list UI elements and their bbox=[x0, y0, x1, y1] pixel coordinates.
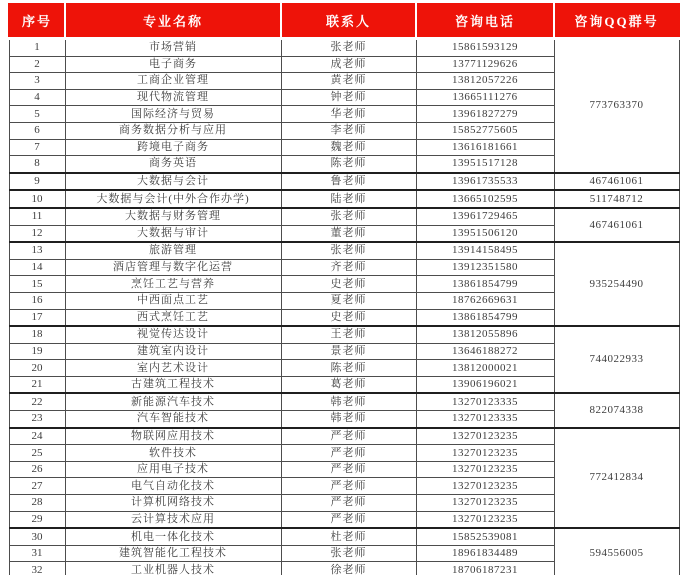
cell-contact: 李老师 bbox=[281, 122, 416, 139]
header-phone: 咨询电话 bbox=[416, 4, 554, 39]
cell-phone: 13616181661 bbox=[416, 139, 554, 156]
cell-contact: 魏老师 bbox=[281, 139, 416, 156]
cell-qq-group: 822074338 bbox=[554, 393, 679, 427]
cell-contact: 陆老师 bbox=[281, 190, 416, 208]
cell-contact: 华老师 bbox=[281, 106, 416, 123]
header-contact: 联系人 bbox=[281, 4, 416, 39]
cell-phone: 13912351580 bbox=[416, 259, 554, 276]
cell-contact: 严老师 bbox=[281, 445, 416, 462]
cell-phone: 13861854799 bbox=[416, 276, 554, 293]
cell-contact: 严老师 bbox=[281, 428, 416, 445]
cell-contact: 王老师 bbox=[281, 326, 416, 343]
cell-no: 11 bbox=[9, 208, 65, 225]
cell-major: 西式烹饪工艺 bbox=[65, 309, 281, 326]
cell-phone: 13951506120 bbox=[416, 225, 554, 242]
cell-contact: 成老师 bbox=[281, 56, 416, 73]
cell-no: 25 bbox=[9, 445, 65, 462]
cell-no: 6 bbox=[9, 122, 65, 139]
table-row bbox=[9, 326, 679, 343]
cell-phone: 13270123235 bbox=[416, 495, 554, 512]
cell-phone: 13270123235 bbox=[416, 511, 554, 528]
cell-contact: 严老师 bbox=[281, 478, 416, 495]
cell-major: 市场营销 bbox=[65, 39, 281, 57]
cell-contact: 张老师 bbox=[281, 39, 416, 57]
cell-contact: 严老师 bbox=[281, 461, 416, 478]
cell-phone: 13812055896 bbox=[416, 326, 554, 343]
cell-phone: 13961827279 bbox=[416, 106, 554, 123]
cell-no: 4 bbox=[9, 89, 65, 106]
cell-phone: 13270123335 bbox=[416, 393, 554, 410]
cell-phone: 15852539081 bbox=[416, 528, 554, 545]
cell-major: 工业机器人技术 bbox=[65, 562, 281, 575]
cell-major: 工商企业管理 bbox=[65, 73, 281, 90]
cell-phone: 13270123235 bbox=[416, 461, 554, 478]
cell-phone: 13270123235 bbox=[416, 428, 554, 445]
cell-no: 29 bbox=[9, 511, 65, 528]
cell-phone: 13771129626 bbox=[416, 56, 554, 73]
cell-phone: 13961729465 bbox=[416, 208, 554, 225]
cell-no: 15 bbox=[9, 276, 65, 293]
cell-contact: 张老师 bbox=[281, 242, 416, 259]
cell-phone: 18961834489 bbox=[416, 545, 554, 562]
cell-phone: 13906196021 bbox=[416, 376, 554, 393]
cell-contact: 陈老师 bbox=[281, 360, 416, 377]
table-row bbox=[9, 242, 679, 259]
header-major: 专业名称 bbox=[65, 4, 281, 39]
cell-no: 8 bbox=[9, 156, 65, 173]
cell-qq-group: 467461061 bbox=[554, 208, 679, 242]
cell-no: 19 bbox=[9, 343, 65, 360]
cell-major: 应用电子技术 bbox=[65, 461, 281, 478]
cell-major: 室内艺术设计 bbox=[65, 360, 281, 377]
cell-major: 商务数据分析与应用 bbox=[65, 122, 281, 139]
cell-contact: 夏老师 bbox=[281, 292, 416, 309]
cell-no: 1 bbox=[9, 39, 65, 57]
cell-contact: 严老师 bbox=[281, 495, 416, 512]
cell-no: 28 bbox=[9, 495, 65, 512]
cell-major: 建筑室内设计 bbox=[65, 343, 281, 360]
cell-contact: 韩老师 bbox=[281, 411, 416, 428]
table-header bbox=[9, 4, 679, 39]
cell-phone: 13270123235 bbox=[416, 445, 554, 462]
cell-contact: 杜老师 bbox=[281, 528, 416, 545]
cell-major: 物联网应用技术 bbox=[65, 428, 281, 445]
cell-contact: 钟老师 bbox=[281, 89, 416, 106]
cell-contact: 张老师 bbox=[281, 208, 416, 225]
cell-major: 大数据与审计 bbox=[65, 225, 281, 242]
cell-no: 20 bbox=[9, 360, 65, 377]
cell-contact: 董老师 bbox=[281, 225, 416, 242]
cell-contact: 严老师 bbox=[281, 511, 416, 528]
cell-phone: 13861854799 bbox=[416, 309, 554, 326]
cell-major: 旅游管理 bbox=[65, 242, 281, 259]
cell-major: 软件技术 bbox=[65, 445, 281, 462]
cell-contact: 景老师 bbox=[281, 343, 416, 360]
cell-contact: 张老师 bbox=[281, 545, 416, 562]
cell-no: 31 bbox=[9, 545, 65, 562]
cell-no: 13 bbox=[9, 242, 65, 259]
cell-no: 26 bbox=[9, 461, 65, 478]
cell-major: 商务英语 bbox=[65, 156, 281, 173]
cell-no: 17 bbox=[9, 309, 65, 326]
cell-major: 汽车智能技术 bbox=[65, 411, 281, 428]
cell-no: 5 bbox=[9, 106, 65, 123]
table-row bbox=[9, 190, 679, 208]
cell-major: 新能源汽车技术 bbox=[65, 393, 281, 410]
cell-phone: 18762669631 bbox=[416, 292, 554, 309]
cell-no: 18 bbox=[9, 326, 65, 343]
header-row bbox=[9, 4, 679, 39]
cell-major: 大数据与会计 bbox=[65, 173, 281, 191]
cell-no: 14 bbox=[9, 259, 65, 276]
cell-major: 云计算技术应用 bbox=[65, 511, 281, 528]
cell-major: 电气自动化技术 bbox=[65, 478, 281, 495]
cell-phone: 13961735533 bbox=[416, 173, 554, 191]
header-qq-group: 咨询QQ群号 bbox=[554, 4, 679, 39]
cell-no: 12 bbox=[9, 225, 65, 242]
cell-phone: 13646188272 bbox=[416, 343, 554, 360]
cell-major: 酒店管理与数字化运营 bbox=[65, 259, 281, 276]
cell-phone: 13665102595 bbox=[416, 190, 554, 208]
cell-qq-group: 511748712 bbox=[554, 190, 679, 208]
cell-phone: 13665111276 bbox=[416, 89, 554, 106]
cell-major: 计算机网络技术 bbox=[65, 495, 281, 512]
cell-major: 电子商务 bbox=[65, 56, 281, 73]
cell-contact: 齐老师 bbox=[281, 259, 416, 276]
cell-phone: 18706187231 bbox=[416, 562, 554, 575]
cell-qq-group: 773763370 bbox=[554, 39, 679, 173]
cell-major: 跨境电子商务 bbox=[65, 139, 281, 156]
cell-phone: 13270123235 bbox=[416, 478, 554, 495]
cell-phone: 13270123335 bbox=[416, 411, 554, 428]
table-row bbox=[9, 208, 679, 225]
cell-no: 2 bbox=[9, 56, 65, 73]
cell-no: 24 bbox=[9, 428, 65, 445]
header-no: 序号 bbox=[9, 4, 65, 39]
cell-no: 7 bbox=[9, 139, 65, 156]
cell-contact: 陈老师 bbox=[281, 156, 416, 173]
cell-contact: 史老师 bbox=[281, 309, 416, 326]
cell-qq-group: 772412834 bbox=[554, 428, 679, 529]
cell-major: 古建筑工程技术 bbox=[65, 376, 281, 393]
cell-major: 视觉传达设计 bbox=[65, 326, 281, 343]
cell-major: 机电一体化技术 bbox=[65, 528, 281, 545]
cell-major: 大数据与财务管理 bbox=[65, 208, 281, 225]
cell-qq-group: 744022933 bbox=[554, 326, 679, 393]
cell-no: 21 bbox=[9, 376, 65, 393]
cell-no: 30 bbox=[9, 528, 65, 545]
cell-phone: 15861593129 bbox=[416, 39, 554, 57]
table-body bbox=[9, 39, 679, 575]
cell-phone: 13812000021 bbox=[416, 360, 554, 377]
cell-qq-group: 467461061 bbox=[554, 173, 679, 191]
cell-no: 3 bbox=[9, 73, 65, 90]
cell-major: 大数据与会计(中外合作办学) bbox=[65, 190, 281, 208]
cell-no: 16 bbox=[9, 292, 65, 309]
table-row bbox=[9, 528, 679, 545]
cell-phone: 13914158495 bbox=[416, 242, 554, 259]
cell-contact: 鲁老师 bbox=[281, 173, 416, 191]
cell-major: 烹饪工艺与营养 bbox=[65, 276, 281, 293]
majors-table bbox=[8, 3, 680, 575]
table-row bbox=[9, 393, 679, 410]
cell-no: 27 bbox=[9, 478, 65, 495]
cell-phone: 13951517128 bbox=[416, 156, 554, 173]
cell-no: 9 bbox=[9, 173, 65, 191]
cell-phone: 13812057226 bbox=[416, 73, 554, 90]
cell-major: 国际经济与贸易 bbox=[65, 106, 281, 123]
cell-contact: 韩老师 bbox=[281, 393, 416, 410]
cell-major: 中西面点工艺 bbox=[65, 292, 281, 309]
cell-qq-group: 935254490 bbox=[554, 242, 679, 326]
cell-contact: 徐老师 bbox=[281, 562, 416, 575]
cell-no: 23 bbox=[9, 411, 65, 428]
cell-contact: 葛老师 bbox=[281, 376, 416, 393]
table-row bbox=[9, 428, 679, 445]
cell-contact: 黄老师 bbox=[281, 73, 416, 90]
table-row bbox=[9, 173, 679, 191]
cell-no: 10 bbox=[9, 190, 65, 208]
table-row bbox=[9, 39, 679, 57]
cell-contact: 史老师 bbox=[281, 276, 416, 293]
cell-major: 现代物流管理 bbox=[65, 89, 281, 106]
cell-major: 建筑智能化工程技术 bbox=[65, 545, 281, 562]
cell-no: 32 bbox=[9, 562, 65, 575]
cell-qq-group: 594556005 bbox=[554, 528, 679, 575]
cell-no: 22 bbox=[9, 393, 65, 410]
cell-phone: 15852775605 bbox=[416, 122, 554, 139]
